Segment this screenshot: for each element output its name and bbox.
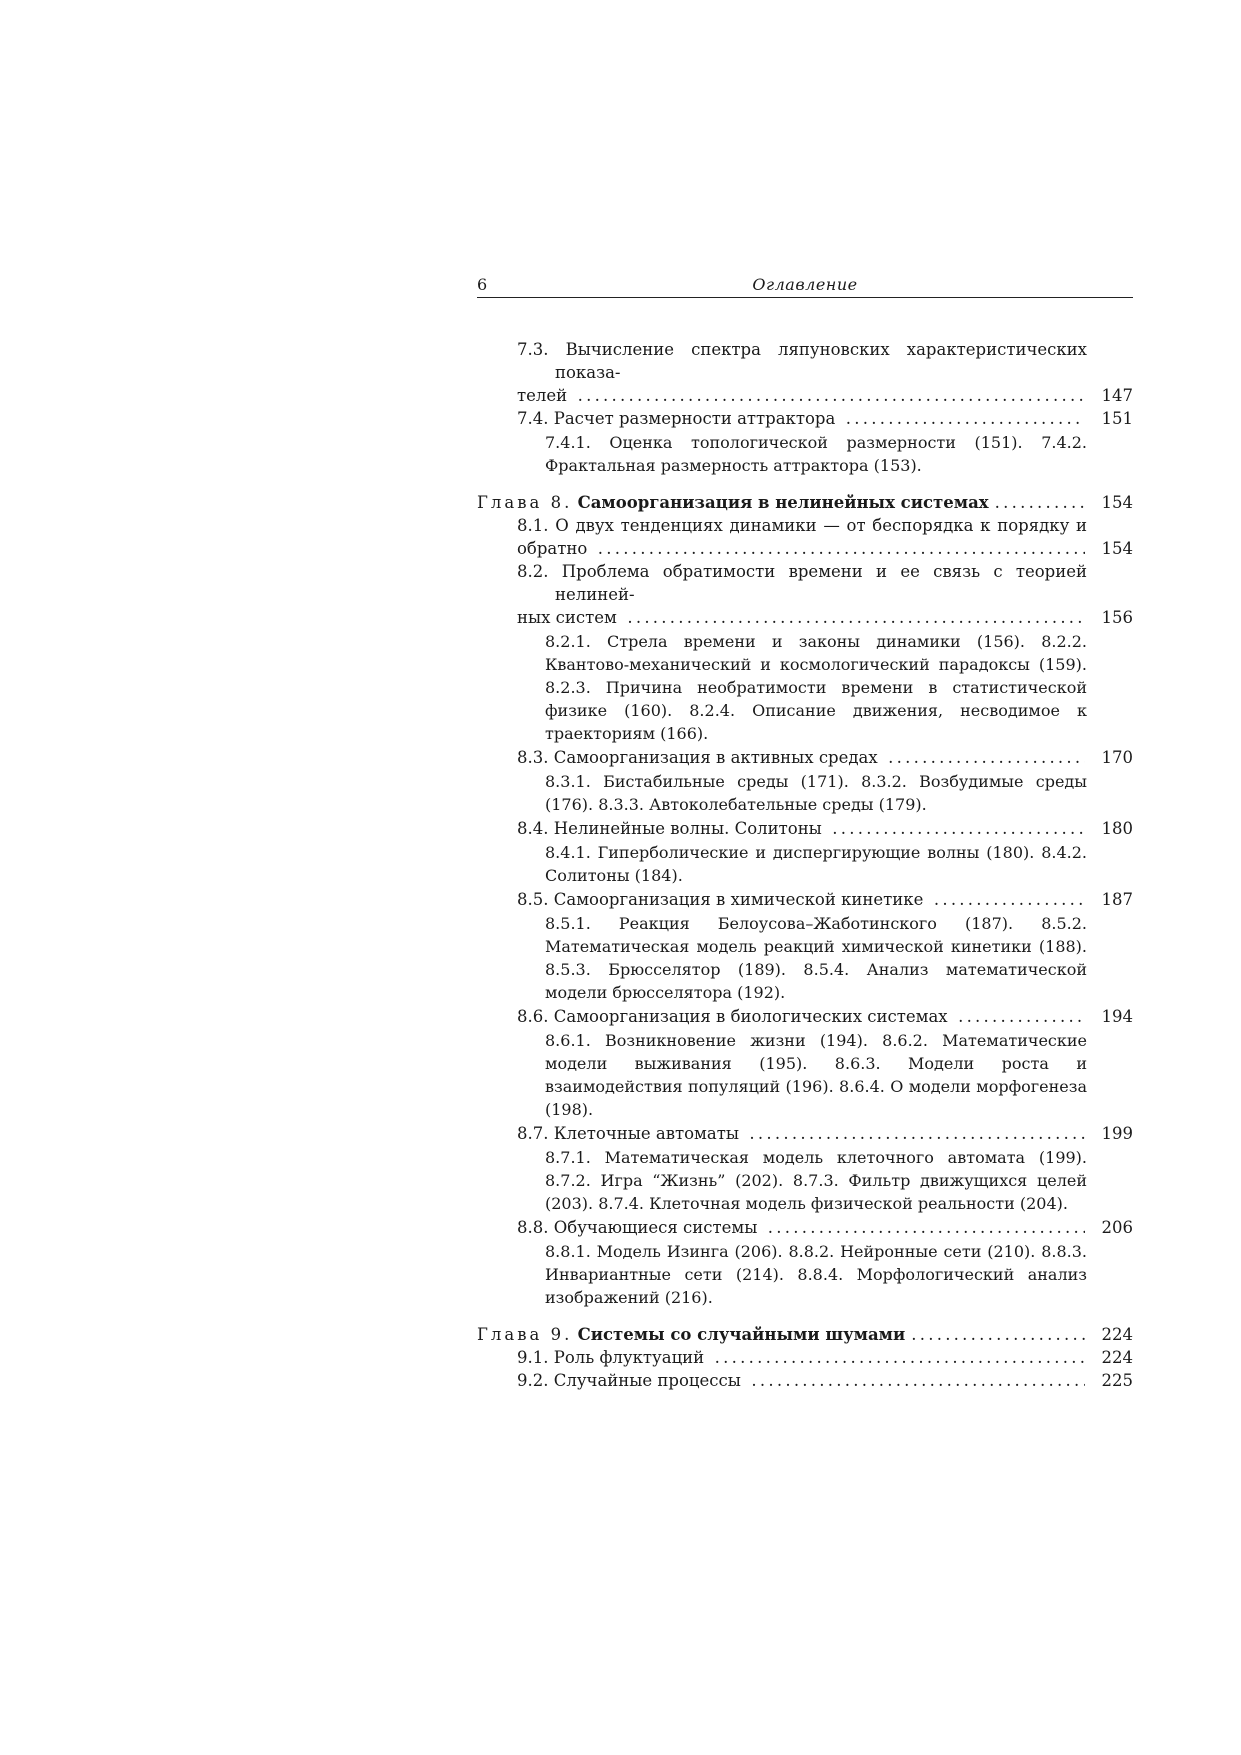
subsection-item: 8.7.2. Игра “Жизнь” (202). xyxy=(545,1171,784,1190)
subsection-item: 8.8.1. Модель Изинга (206). xyxy=(545,1242,783,1261)
toc-page-number: 206 xyxy=(1101,1218,1133,1237)
subsection-item: 8.4.2. Солитоны (184). xyxy=(545,843,1087,885)
subsection-item: 8.6.4. О модели морфогенеза (198). xyxy=(545,1077,1088,1119)
section-number: 8.5. xyxy=(517,890,554,909)
toc-page-number: 180 xyxy=(1101,819,1133,838)
section-title-part: Проблема обратимости времени и ее связь с теорией нелиней- xyxy=(555,562,1087,604)
subsection-list xyxy=(477,770,1133,816)
toc-entry-line xyxy=(517,1005,1133,1028)
toc-page-number: 225 xyxy=(1101,1371,1133,1390)
section-title-end xyxy=(517,1216,763,1239)
toc-entry-line xyxy=(517,560,1133,606)
toc-section-entry xyxy=(477,746,1133,816)
subsection-item: 8.8.4. Морфологический анализ изображений (216). xyxy=(545,1265,1087,1307)
toc-section-entry xyxy=(477,407,1133,477)
toc-chapter-entry xyxy=(477,1323,1133,1346)
toc-section-entry xyxy=(477,1216,1133,1309)
section-title-end xyxy=(517,746,884,769)
subsection-list xyxy=(477,431,1133,477)
toc-page-number: 224 xyxy=(1101,1325,1133,1344)
toc-section-entry xyxy=(477,817,1133,887)
toc-entry-line xyxy=(517,1369,1133,1392)
toc-entry-line xyxy=(517,384,1133,407)
dot-leader xyxy=(929,888,1085,911)
section-title-part: Вычисление спектра ляпуновских характеристических показа- xyxy=(555,340,1087,382)
dot-leader xyxy=(763,1216,1085,1239)
chapter-heading xyxy=(477,1323,911,1346)
section-title-end xyxy=(517,817,828,840)
subsection-item: 7.4.1. Оценка топологической размерности (151). xyxy=(545,433,1023,452)
subsection-item: 8.5.2. Математическая модель реакций химической кинетики (188). xyxy=(545,914,1087,956)
page-number: 6 xyxy=(477,275,488,294)
chapter-title: Самоорганизация в нелинейных системах xyxy=(577,493,989,512)
section-title-end xyxy=(517,888,929,911)
toc-page-number: 151 xyxy=(1101,409,1133,428)
subsection-item: 8.8.2. Нейронные сети (210). xyxy=(788,1242,1036,1261)
toc-section-entry xyxy=(477,338,1133,407)
subsection-list xyxy=(477,912,1133,1004)
section-title-part: Обучающиеся системы xyxy=(553,1218,758,1237)
section-title-part: Самоорганизация в биологических системах xyxy=(553,1007,948,1026)
toc-section-entry xyxy=(477,514,1133,560)
subsection-item: 8.7.3. Фильтр движущихся целей (203). xyxy=(545,1171,1088,1213)
dot-leader xyxy=(841,407,1085,430)
subsection-item: 8.5.3. Брюсселятор (189). xyxy=(545,960,787,979)
section-number: 8.4. xyxy=(517,819,554,838)
subsection-item: 8.4.1. Гиперболические и диспергирующие волны (180). xyxy=(545,843,1035,862)
toc-entry-line xyxy=(517,1122,1133,1145)
toc-entry-line xyxy=(517,888,1133,911)
subsection-item: 8.7.1. Математическая модель клеточного автомата (199). xyxy=(545,1148,1087,1167)
dot-leader xyxy=(623,606,1085,629)
toc-section-entry xyxy=(477,1346,1133,1369)
section-number: 8.2. xyxy=(517,562,562,581)
section-title-part: ных систем xyxy=(517,608,617,627)
section-title-end xyxy=(517,1122,745,1145)
section-number: 8.1. xyxy=(517,516,556,535)
section-title-part: Клеточные автоматы xyxy=(553,1124,739,1143)
toc-entry-line xyxy=(477,1323,1133,1346)
section-title-end xyxy=(517,537,593,560)
section-number: 7.3. xyxy=(517,340,566,359)
chapter-label: Глава 9. xyxy=(477,1325,573,1344)
dot-leader xyxy=(710,1346,1085,1369)
subsection-item: 8.2.1. Стрела времени и законы динамики (156). xyxy=(545,632,1025,651)
section-title-part: обратно xyxy=(517,539,588,558)
section-title-part: телей xyxy=(517,386,568,405)
chapter-label: Глава 8. xyxy=(477,493,573,512)
section-number: 8.6. xyxy=(517,1007,554,1026)
toc-page-number: 147 xyxy=(1101,386,1133,405)
section-title-end xyxy=(517,1369,747,1392)
subsection-item: 8.3.3. Автоколебательные среды (179). xyxy=(598,795,927,814)
subsection-list xyxy=(477,1240,1133,1309)
section-title-part: О двух тенденциях динамики — от беспорядка к порядку и xyxy=(555,516,1087,535)
toc-entry-line xyxy=(517,817,1133,840)
section-title-part: Нелинейные волны. Солитоны xyxy=(553,819,822,838)
subsection-item: 8.6.2. Математические модели выживания (195). xyxy=(545,1031,1088,1073)
dot-leader xyxy=(747,1369,1085,1392)
toc-section-entry xyxy=(477,1005,1133,1121)
subsection-list xyxy=(477,841,1133,887)
section-title-part: Роль флуктуаций xyxy=(553,1348,705,1367)
section-title-end xyxy=(517,1005,954,1028)
section-number: 8.7. xyxy=(517,1124,554,1143)
toc-entry-line xyxy=(517,1346,1133,1369)
toc-entry-line xyxy=(517,407,1133,430)
toc-entry-line xyxy=(517,1216,1133,1239)
section-title-part: Случайные процессы xyxy=(553,1371,741,1390)
dot-leader xyxy=(911,1323,1085,1346)
toc-entry-line xyxy=(517,338,1133,384)
dot-leader xyxy=(593,537,1085,560)
dot-leader xyxy=(745,1122,1085,1145)
subsection-item: 7.4.2. Фрактальная размерность аттрактора (153). xyxy=(545,433,1087,475)
toc-page-number: 156 xyxy=(1101,608,1133,627)
subsection-item: 8.6.3. Модели роста и взаимодействия популяций (196). xyxy=(545,1054,1088,1096)
toc-page-number: 199 xyxy=(1101,1124,1133,1143)
toc-entry-line xyxy=(477,491,1133,514)
toc-entry-line xyxy=(517,514,1133,537)
toc-section-entry xyxy=(477,1122,1133,1215)
dot-leader xyxy=(828,817,1085,840)
dot-leader xyxy=(995,491,1085,514)
section-title-part: Самоорганизация в химической кинетике xyxy=(553,890,924,909)
section-number: 9.1. xyxy=(517,1348,554,1367)
subsection-item: 8.3.1. Бистабильные среды (171). xyxy=(545,772,849,791)
subsection-item: 8.2.4. Описание движения, несводимое к траекториям (166). xyxy=(545,701,1087,743)
toc-page-number: 224 xyxy=(1101,1348,1133,1367)
section-number: 9.2. xyxy=(517,1371,554,1390)
running-title: Оглавление xyxy=(752,275,858,294)
running-header xyxy=(477,275,1133,298)
toc-page-number: 170 xyxy=(1101,748,1133,767)
toc-page-number: 154 xyxy=(1101,493,1133,512)
table-of-contents xyxy=(477,338,1133,1392)
subsection-item: 8.7.4. Клеточная модель физической реальности (204). xyxy=(598,1194,1068,1213)
subsection-item: 8.8.3. Инвариантные сети (214). xyxy=(545,1242,1087,1284)
subsection-item: 8.3.2. Возбудимые среды (176). xyxy=(545,772,1088,814)
toc-entry-line xyxy=(517,746,1133,769)
subsection-item: 8.6.1. Возникновение жизни (194). xyxy=(545,1031,868,1050)
subsection-list xyxy=(477,1029,1133,1121)
toc-chapter-entry xyxy=(477,491,1133,514)
toc-entry-line xyxy=(517,537,1133,560)
dot-leader xyxy=(954,1005,1085,1028)
toc-section-entry xyxy=(477,888,1133,1004)
subsection-list xyxy=(477,1146,1133,1215)
section-title-end xyxy=(517,407,841,430)
section-title-end xyxy=(517,384,573,407)
toc-section-entry xyxy=(477,560,1133,745)
toc-entry-line xyxy=(517,606,1133,629)
chapter-heading xyxy=(477,491,995,514)
dot-leader xyxy=(573,384,1085,407)
section-number: 8.8. xyxy=(517,1218,554,1237)
dot-leader xyxy=(884,746,1085,769)
section-number: 7.4. xyxy=(517,409,554,428)
toc-section-entry xyxy=(477,1369,1133,1392)
section-title-part: Расчет размерности аттрактора xyxy=(553,409,836,428)
subsection-item: 8.2.3. Причина необратимости времени в статистической физике (160). xyxy=(545,678,1087,720)
toc-page-number: 154 xyxy=(1101,539,1133,558)
chapter-title: Системы со случайными шумами xyxy=(577,1325,906,1344)
toc-page-number: 187 xyxy=(1101,890,1133,909)
subsection-list xyxy=(477,630,1133,745)
section-title-part: Самоорганизация в активных средах xyxy=(553,748,878,767)
subsection-item: 8.5.1. Реакция Белоусова–Жаботинского (187). xyxy=(545,914,1014,933)
subsection-item: 8.2.2. Квантово-механический и космологический парадоксы (159). xyxy=(545,632,1087,674)
section-title-end xyxy=(517,606,623,629)
subsection-item: 8.5.4. Анализ математической модели брюсселятора (192). xyxy=(545,960,1087,1002)
toc-page-number: 194 xyxy=(1101,1007,1133,1026)
section-title-end xyxy=(517,1346,710,1369)
section-number: 8.3. xyxy=(517,748,554,767)
